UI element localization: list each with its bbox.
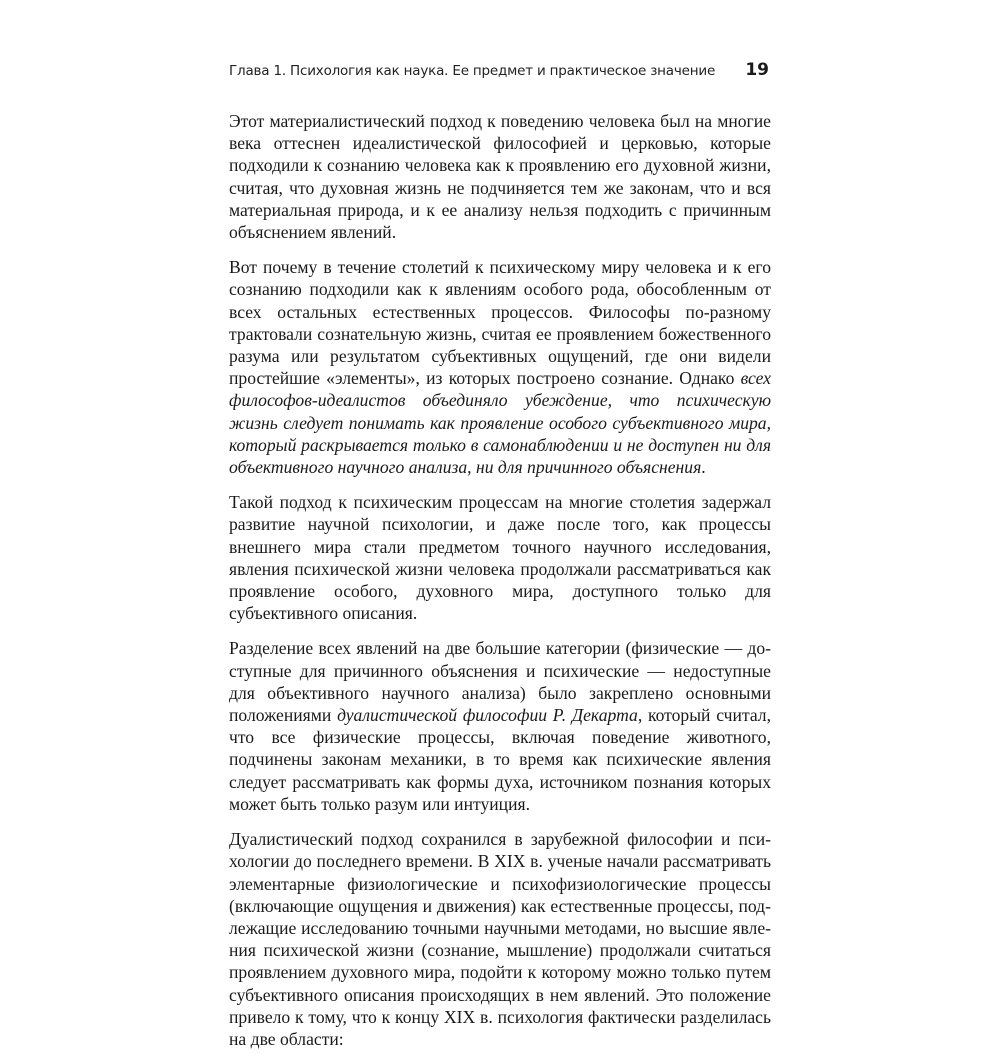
italic-emphasis: всех философов-идеалистов объединяло убеждение, что психическую жизнь следует понимать как проявление особого субъективного мира, который раскрывается только в самонаблюдении и не доступен ни для объективного научного анализа, ни для причинного объяснения: [229, 368, 771, 478]
paragraph-text: Разделение всех явлений на две большие категории (физические — доступные для причинного объяснения и психические — недоступные для объективного научного анализа) было закреплено основными положениями: [229, 638, 771, 726]
paragraph-text: Вот почему в течение столетий к психическому миру человека и к его сознанию подходили как к явлениям особого рода, обособленным от всех остальных естественных процессов. Философы по-разному трактовали сознательную жизнь, считая ее проявлением божественного разума или результатом субъективных ощущений, где они видели простейшие «элементы», из которых построено сознание. Однако: [229, 257, 771, 389]
italic-emphasis: дуалистической философии Р. Декарта: [337, 705, 638, 726]
paragraph-2: [229, 256, 771, 478]
paragraph-text: Такой подход к психическим процессам на многие столетия задержал развитие научной психологии, и даже после того, как процессы внешнего мира стали предметом точного научного исследования, явления психической жизни человека продолжали рассматриваться как проявление особого, духовного мира, доступного только для субъективного описания.: [229, 492, 771, 624]
paragraph-4: [229, 637, 771, 815]
running-head: [229, 60, 769, 84]
paragraph-3: [229, 491, 771, 624]
paragraph-text: Дуалистический подход сохранился в зарубежной философии и психологии до последнего времени. В XIX в. ученые начали рассматривать элементарные физиологические и психофизиологические процессы (включающие ощущения и движения) как естественные процессы, подлежащие исследованию точными научными методами, но высшие явления психической жизни (сознание, мышление) продолжали считаться проявлением духовного мира, подойти к которому можно только путем субъективного описания происходящих в нем явлений. Это положение привело к тому, что к концу XIX в. психология фактически разделилась на две области:: [229, 829, 771, 1049]
paragraph-5: [229, 828, 771, 1050]
page-number: 19: [745, 60, 769, 80]
paragraph-text: Этот материалистический подход к поведению человека был на многие века оттеснен идеалистической философией и церковью, которые подходили к сознанию человека как к проявлению его духовной жизни, считая, что духовная жизнь не подчиняется тем же законам, что и вся материальная природа, и к ее анализу нельзя подходить с причинным объяснением явлений.: [229, 111, 771, 243]
body-text: [229, 110, 771, 1063]
paragraph-text: , который считал, что все физические процессы, включая поведение животного, подчинены законам механики, в то время как психические явления следует рассматривать как формы духа, источником познания которых может быть только разум или интуиция.: [229, 705, 771, 814]
chapter-title: Глава 1. Психология как наука. Ее предмет и практическое значение: [229, 63, 716, 79]
paragraph-text: .: [701, 457, 706, 478]
paragraph-1: [229, 110, 771, 243]
